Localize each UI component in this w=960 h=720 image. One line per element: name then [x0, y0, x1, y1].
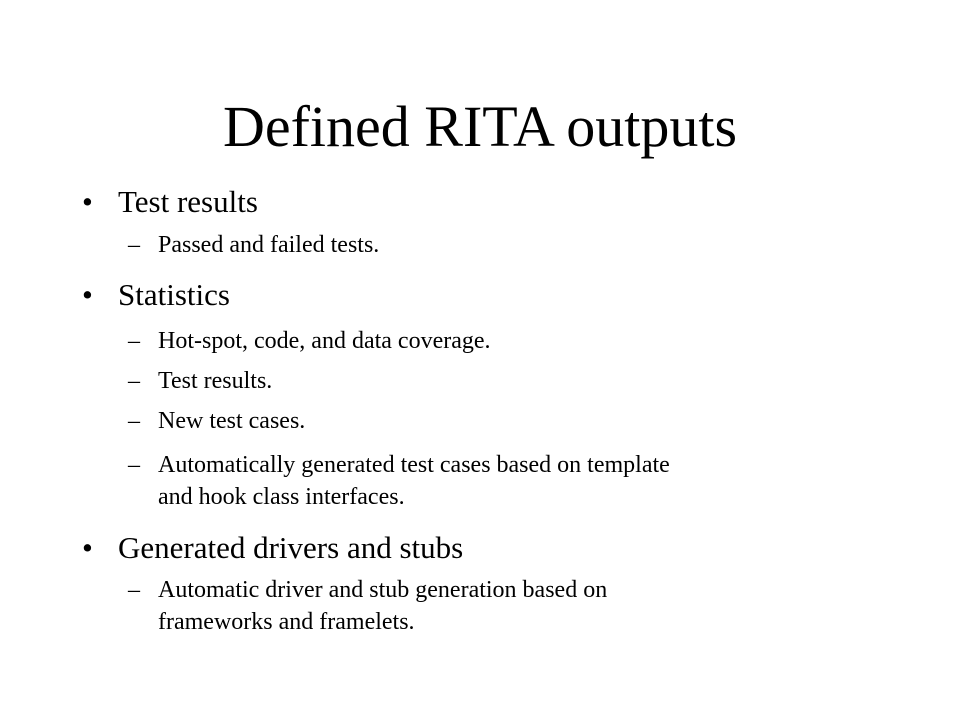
sub-text: Automatically generated test cases based on template	[158, 452, 670, 478]
bullet-item	[82, 277, 230, 313]
dash-icon: –	[128, 452, 140, 478]
dash-icon: –	[128, 368, 140, 394]
bullet-text: Generated drivers and stubs	[118, 530, 464, 565]
sub-text: Automatic driver and stub generation based on	[158, 577, 608, 603]
sub-text: Test results.	[158, 368, 273, 394]
bullet-text: Test results	[118, 184, 258, 219]
slide-title: Defined RITA outputs	[222, 94, 738, 159]
sub-text: frameworks and framelets.	[158, 609, 415, 635]
bullet-item	[82, 530, 463, 566]
bullet-icon: •	[82, 277, 93, 312]
sub-text: Hot-spot, code, and data coverage.	[158, 328, 491, 354]
dash-icon: –	[128, 408, 140, 434]
sub-text: New test cases.	[158, 408, 306, 434]
sub-text: and hook class interfaces.	[158, 484, 405, 510]
dash-icon: –	[128, 232, 140, 258]
sub-text: Passed and failed tests.	[158, 232, 380, 258]
bullet-text: Statistics	[118, 277, 230, 312]
bullet-icon: •	[82, 530, 93, 565]
dash-icon: –	[128, 328, 140, 354]
dash-icon: –	[128, 577, 140, 603]
bullet-item	[82, 184, 258, 220]
bullet-icon: •	[82, 184, 93, 219]
